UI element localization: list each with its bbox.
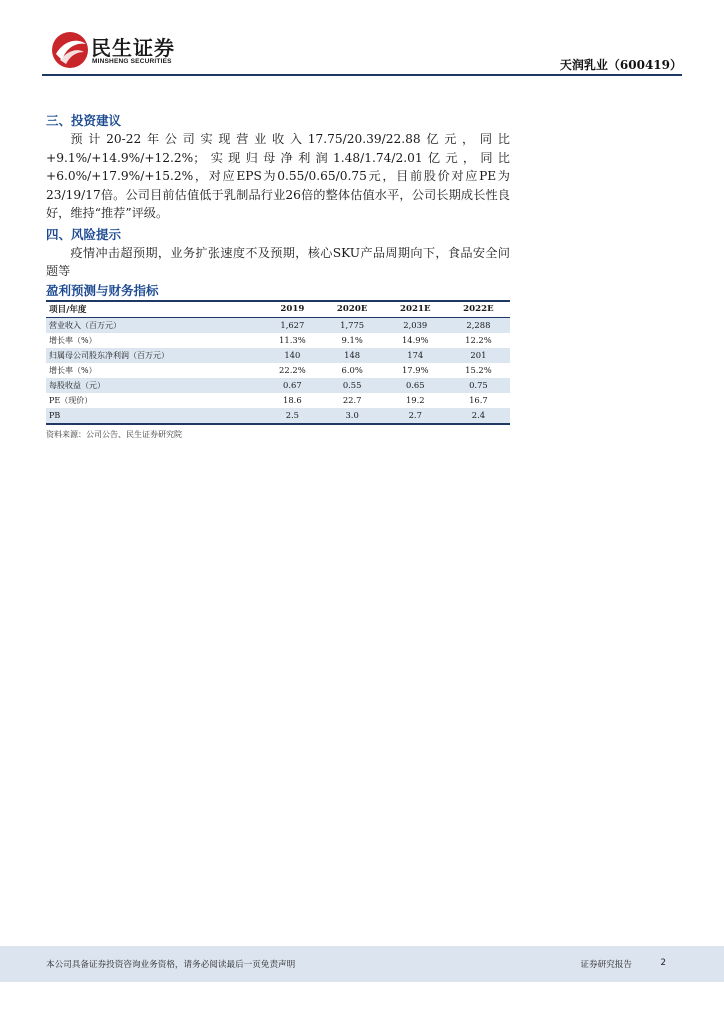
minsheng-logo-icon: [50, 30, 90, 70]
table-row: [46, 393, 510, 408]
minsheng-logo: [50, 30, 195, 70]
table-cell: 16.7: [469, 395, 488, 405]
row-label: 增长率（%）: [49, 335, 97, 345]
table-cell: 140: [284, 350, 301, 360]
table-cell: 11.3%: [279, 335, 306, 345]
financial-table-title: 盈利预测与财务指标: [46, 282, 159, 298]
row-label: 归属母公司股东净利润（百万元）: [49, 350, 169, 360]
table-cell: 0.75: [469, 380, 488, 390]
logo-chinese-name: 民生证券: [91, 36, 175, 60]
table-row: [46, 348, 510, 363]
table-cell: 14.9%: [401, 335, 429, 345]
table-cell: 19.2: [405, 395, 425, 405]
table-row: [46, 408, 510, 424]
table-header-row: [46, 301, 510, 318]
row-label: 增长率（%）: [49, 365, 97, 375]
column-header: 2020E: [336, 304, 368, 314]
report-body: [46, 112, 510, 440]
table-cell: 22.7: [342, 395, 362, 405]
table-cell: 9.1%: [341, 335, 363, 345]
table-cell: 2,039: [403, 320, 428, 330]
table-cell: 2.7: [408, 410, 422, 420]
table-cell: 15.2%: [465, 365, 492, 375]
table-cell: 18.6: [283, 395, 302, 405]
table-cell: 174: [407, 350, 424, 360]
row-label: 每股收益（元）: [49, 380, 105, 390]
table-row: [46, 333, 510, 348]
table-cell: 2.5: [285, 410, 300, 420]
column-header: 2022E: [463, 304, 494, 314]
risk-warning-paragraph: 疫情冲击超预期，业务扩张速度不及预期，核心SKU产品周期向下，食品安全问题等: [46, 245, 510, 278]
row-label: PE（现价）: [49, 395, 93, 405]
investment-advice-paragraph: 预计20-22年公司实现营业收入17.75/20.39/22.88亿元，同比+9.1%/+14.9%/+12.2%；实现归母净利润1.48/1.74/2.01亿元，同比+6.0%/+17.9%/+15.2%，对应EPS为0.55/0.65/0.75元，目前股价对应PE为23/19/17倍。公司目前估值低于乳制品行业26倍的整体估值水平，公司长期成长性良好，维持“推荐”评级。: [46, 132, 510, 220]
page-number: 2: [660, 958, 666, 968]
table-cell: 6.0%: [341, 365, 363, 375]
header-divider: [42, 74, 682, 76]
column-header: 项目/年度: [49, 305, 87, 315]
company-ticker-title: 天润乳业（600419）: [559, 58, 682, 72]
footer-report-type: 证券研究报告: [580, 960, 632, 970]
row-label: PB: [49, 410, 61, 420]
table-cell: 201: [470, 350, 487, 360]
table-cell: 0.65: [405, 380, 425, 390]
row-label: 营业收入（百万元）: [49, 320, 121, 330]
page-footer: [0, 946, 724, 982]
table-cell: 22.2%: [279, 365, 306, 375]
column-header: 2019: [280, 304, 305, 314]
table-cell: 2,288: [466, 320, 491, 330]
financial-forecast-table: [46, 300, 510, 425]
column-header: 2021E: [400, 304, 431, 314]
table-cell: 1,775: [340, 320, 365, 330]
table-cell: 3.0: [345, 410, 359, 420]
table-cell: 0.55: [342, 380, 362, 390]
investment-advice-heading: 三、投资建议: [46, 113, 122, 128]
table-cell: 2.4: [471, 410, 486, 420]
table-cell: 12.2%: [465, 335, 492, 345]
table-cell: 0.67: [283, 380, 302, 390]
risk-warning-heading: 四、风险提示: [46, 226, 122, 242]
table-cell: 148: [344, 350, 361, 360]
logo-english-name: MINSHENG SECURITIES: [92, 58, 172, 65]
table-cell: 17.9%: [401, 365, 429, 375]
table-cell: 1,627: [280, 320, 305, 330]
footer-disclaimer-link[interactable]: 本公司具备证券投资咨询业务资格，请务必阅读最后一页免责声明: [46, 960, 296, 970]
page-header: [0, 0, 724, 80]
table-row: [46, 363, 510, 378]
table-row: [46, 317, 510, 333]
table-row: [46, 378, 510, 393]
table-source-note: 资料来源：公司公告、民生证券研究院: [46, 429, 182, 439]
